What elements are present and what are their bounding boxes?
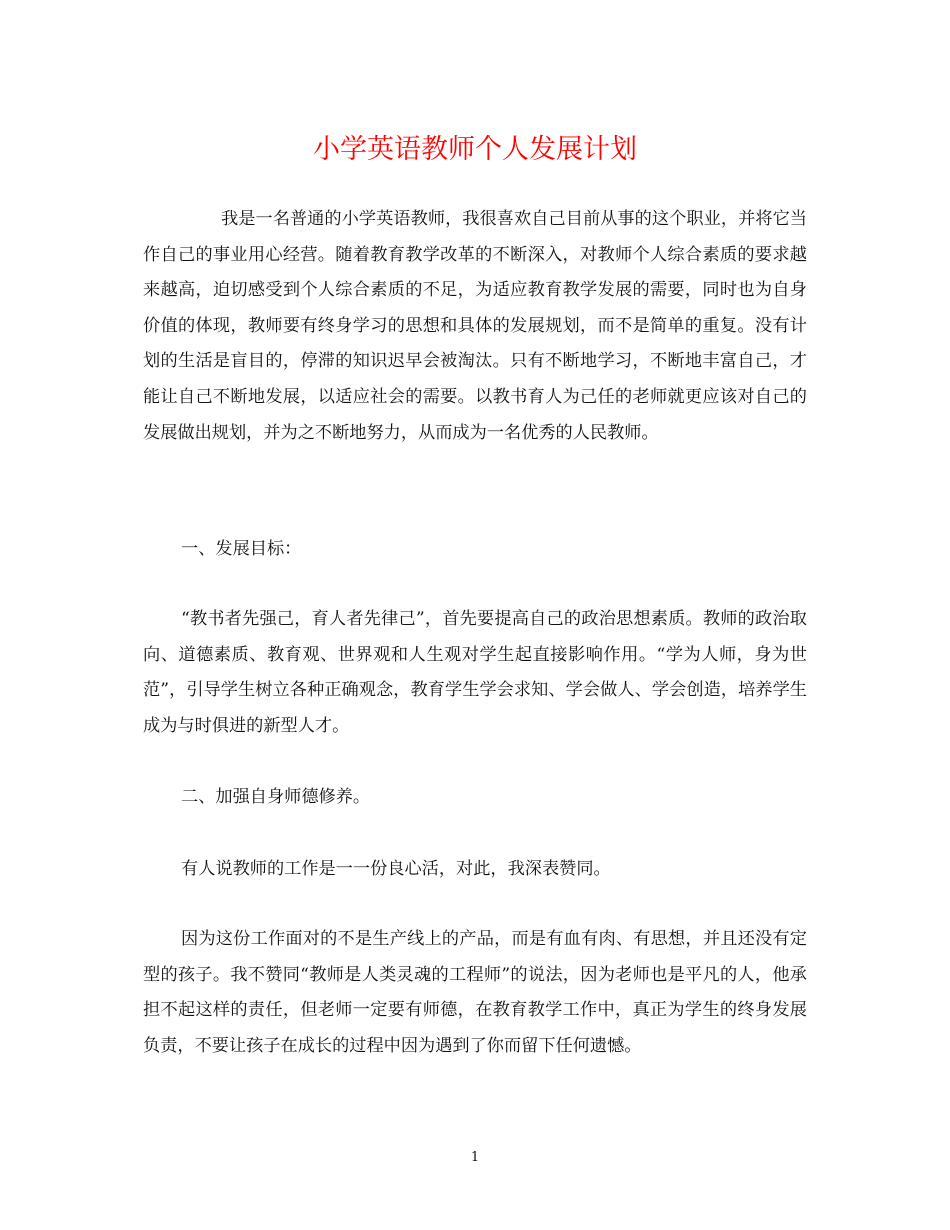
intro-paragraph: 我是一名普通的小学英语教师，我很喜欢自己目前从事的这个职业，并将它当作自己的事业用心经营。随着教育教学改革的不断深入，对教师个人综合素质的要求越来越高，迫切感受到个人综合素质的不足，为适应教育教学发展的需要，同时也为自身价值的体现，教师要有终身学习的思想和具体的发展规划，而不是简单的重复。没有计划的生活是盲目的，停滞的知识迟早会被淘汰。只有不断地学习，不断地丰富自己，才能让自己不断地发展，以适应社会的需要。以教书育人为己任的老师就更应该对自己的发展做出规划，并为之不断地努力，从而成为一名优秀的人民教师。 <box>143 209 807 443</box>
document-title: 小学英语教师个人发展计划 <box>313 134 637 165</box>
conscience-paragraph: 有人说教师的工作是一一份良心活，对此，我深表赞同。 <box>181 859 611 879</box>
development-goals-paragraph: “教书者先强己，育人者先律己”，首先要提高自己的政治思想素质。教师的政治取向、道德素质、教育观、世界观和人生观对学生起直接影响作用。“学为人师，身为世范”，引导学生树立各种正确观念，教育学生学会求知、学会做人、学会创造，培养学生成为与时俱进的新型人才。 <box>143 609 807 736</box>
section-heading-development-goals: 一、发展目标： <box>181 539 302 559</box>
page-number: 1 <box>470 1150 480 1165</box>
section-heading-ethics: 二、加强自身师德修养。 <box>181 787 371 807</box>
responsibility-paragraph: 因为这份工作面对的不是生产线上的产品，而是有血有肉、有思想，并且还没有定型的孩子。我不赞同“教师是人类灵魂的工程师”的说法，因为老师也是平凡的人，他承担不起这样的责任，但老师一定要有师德，在教育教学工作中，真正为学生的终身发展负责，不要让孩子在成长的过程中因为遇到了你而留下任何遗憾。 <box>143 929 807 1056</box>
